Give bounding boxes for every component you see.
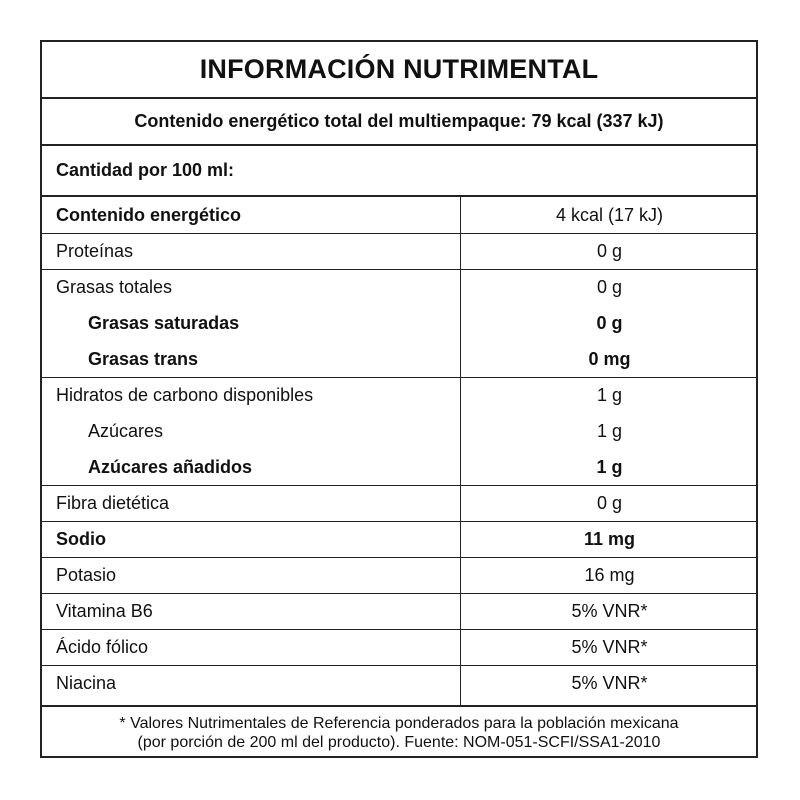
table-row bbox=[42, 341, 756, 377]
table-row bbox=[42, 593, 756, 629]
nutrient-name: Vitamina B6 bbox=[56, 600, 153, 621]
serving-size-heading: Cantidad por 100 ml: bbox=[42, 146, 756, 197]
nutrient-name: Hidratos de carbono disponibles bbox=[56, 384, 314, 405]
nutrient-name: Azúcares bbox=[88, 420, 164, 441]
footnote-line: * Valores Nutrimentales de Referencia ponderados para la población mexicana bbox=[119, 714, 679, 732]
table-row bbox=[42, 521, 756, 557]
table-row bbox=[42, 233, 756, 269]
label-title: INFORMACIÓN NUTRIMENTAL bbox=[42, 42, 756, 99]
nutrient-name: Azúcares añadidos bbox=[88, 456, 253, 477]
nutrient-name: Contenido energético bbox=[56, 204, 242, 225]
nutrient-name: Potasio bbox=[56, 564, 117, 585]
table-row bbox=[42, 197, 756, 233]
table-row bbox=[42, 629, 756, 665]
table-row bbox=[42, 377, 756, 413]
nutrient-value: 1 g bbox=[596, 420, 623, 441]
table-row bbox=[42, 449, 756, 485]
table-row bbox=[42, 557, 756, 593]
footnote-line: (por porción de 200 ml del producto). Fuente: NOM-051-SCFI/SSA1-2010 bbox=[137, 733, 661, 751]
nutrient-value: 1 g bbox=[596, 384, 623, 405]
nutrient-name: Niacina bbox=[56, 672, 117, 693]
nutrient-name: Proteínas bbox=[56, 240, 134, 261]
nutrient-value: 0 g bbox=[596, 276, 623, 297]
nutrient-value: 16 mg bbox=[584, 564, 635, 585]
nutrient-value: 1 g bbox=[596, 456, 623, 477]
nutrient-name: Ácido fólico bbox=[56, 636, 149, 657]
table-row bbox=[42, 485, 756, 521]
table-row bbox=[42, 269, 756, 305]
table-row bbox=[42, 665, 756, 701]
nutrient-value: 0 g bbox=[596, 492, 623, 513]
energy-total-statement: Contenido energético total del multiempaque: 79 kcal (337 kJ) bbox=[42, 99, 756, 146]
table-row bbox=[42, 413, 756, 449]
nutrient-value: 5% VNR* bbox=[571, 600, 648, 621]
nutrient-value: 5% VNR* bbox=[571, 636, 648, 657]
nutrient-name: Fibra dietética bbox=[56, 492, 170, 513]
nutrient-value: 0 g bbox=[596, 240, 623, 261]
nutrient-value: 0 mg bbox=[588, 348, 631, 369]
table-row bbox=[42, 305, 756, 341]
nutrition-facts-panel bbox=[40, 40, 758, 758]
nutrient-name: Grasas totales bbox=[56, 276, 173, 297]
footnote bbox=[42, 705, 756, 758]
nutrient-value: 5% VNR* bbox=[571, 672, 648, 693]
nutrient-value: 4 kcal (17 kJ) bbox=[555, 204, 664, 225]
nutrient-name: Grasas trans bbox=[88, 348, 199, 369]
nutrient-value: 11 mg bbox=[583, 528, 636, 549]
nutrient-name: Grasas saturadas bbox=[88, 312, 240, 333]
column-divider bbox=[460, 197, 461, 705]
nutrient-value: 0 g bbox=[596, 312, 623, 333]
nutrient-name: Sodio bbox=[56, 528, 106, 549]
